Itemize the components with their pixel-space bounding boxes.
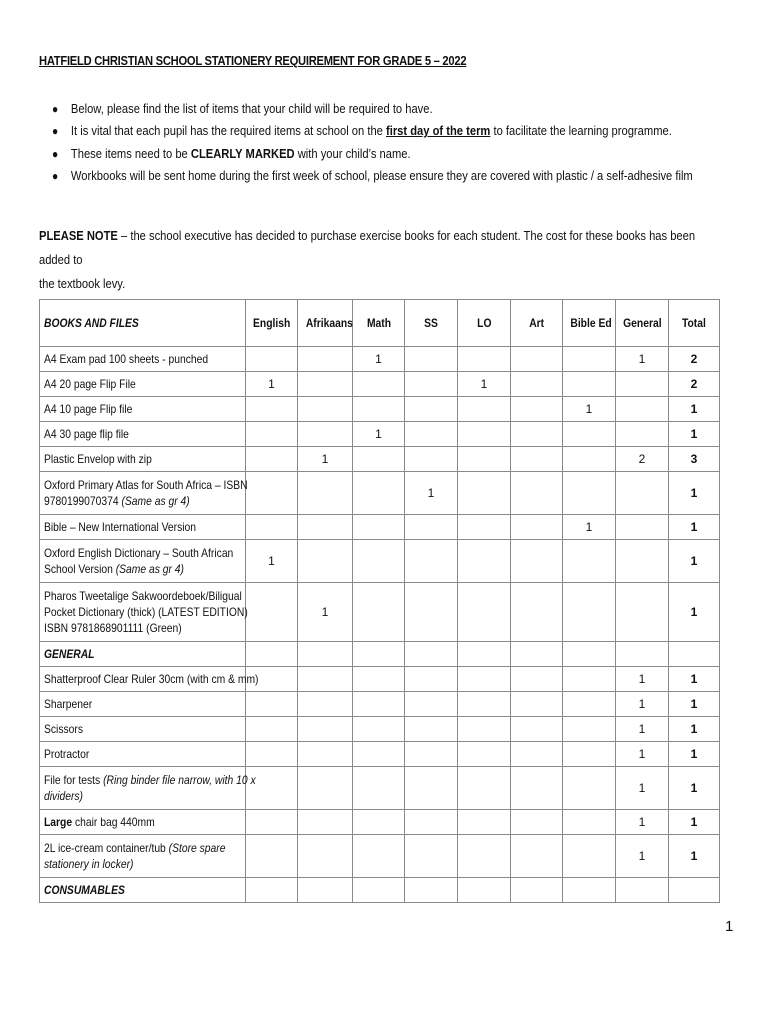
quantity-cell-lo [458,397,511,422]
item-name-cell: A4 10 page Flip file [40,397,246,422]
item-name-cell: Sharpener [40,692,246,717]
quantity-cell-bible [563,717,616,742]
total-cell: 1 [669,835,720,878]
quantity-cell-afrikaans [298,767,353,810]
quantity-cell-afrikaans [298,717,353,742]
item-name-cell: 2L ice-cream container/tub (Store spare stationery in locker) [40,835,246,878]
quantity-cell-ss [405,692,458,717]
total-cell: 1 [669,397,720,422]
quantity-cell-english [246,717,298,742]
quantity-cell-afrikaans [298,667,353,692]
quantity-cell-english [246,810,298,835]
quantity-cell-ss [405,742,458,767]
stationery-table [39,299,720,903]
quantity-cell-english [246,422,298,447]
quantity-cell-math [353,472,405,515]
table-cell [616,878,669,903]
quantity-cell-english [246,515,298,540]
quantity-cell-bible [563,583,616,642]
column-header-afrikaans: Afrikaans [298,300,353,347]
quantity-cell-lo [458,347,511,372]
item-name-cell: Shatterproof Clear Ruler 30cm (with cm & mm) [40,667,246,692]
quantity-cell-ss [405,540,458,583]
quantity-cell-english [246,692,298,717]
item-name-cell: A4 Exam pad 100 sheets - punched [40,347,246,372]
quantity-cell-bible [563,422,616,447]
section-label: GENERAL [40,642,246,667]
quantity-cell-afrikaans [298,692,353,717]
quantity-cell-general: 1 [616,717,669,742]
quantity-cell-math [353,372,405,397]
quantity-cell-general [616,515,669,540]
instruction-item: ● Workbooks will be sent home during the first week of school, please ensure they are covered with plastic / a self-adhesive film [52,165,693,187]
quantity-cell-general: 1 [616,742,669,767]
quantity-cell-bible [563,810,616,835]
quantity-cell-bible [563,447,616,472]
item-name-cell: Protractor [40,742,246,767]
quantity-cell-ss [405,667,458,692]
quantity-cell-english: 1 [246,540,298,583]
item-name-cell: A4 20 page Flip File [40,372,246,397]
table-cell [511,878,563,903]
quantity-cell-art [511,742,563,767]
table-row [40,742,720,767]
quantity-cell-bible [563,540,616,583]
table-row [40,835,720,878]
quantity-cell-art [511,810,563,835]
total-cell: 1 [669,472,720,515]
column-header-item: BOOKS AND FILES [40,300,246,347]
quantity-cell-art [511,422,563,447]
quantity-cell-ss [405,810,458,835]
item-name-cell: Bible – New International Version [40,515,246,540]
quantity-cell-bible [563,472,616,515]
quantity-cell-general: 1 [616,667,669,692]
quantity-cell-lo [458,742,511,767]
quantity-cell-ss: 1 [405,472,458,515]
quantity-cell-art [511,692,563,717]
total-cell: 1 [669,717,720,742]
quantity-cell-art [511,515,563,540]
item-name-cell: Pharos Tweetalige Sakwoordeboek/Biligual Pocket Dictionary (thick) (LATEST EDITION) ISBN 9781868901111 (Green) [40,583,246,642]
quantity-cell-math [353,717,405,742]
quantity-cell-art [511,472,563,515]
quantity-cell-english [246,347,298,372]
table-row [40,667,720,692]
total-cell: 3 [669,447,720,472]
quantity-cell-afrikaans: 1 [298,447,353,472]
table-header-row [40,300,720,347]
quantity-cell-bible [563,742,616,767]
total-cell: 1 [669,515,720,540]
column-header-art: Art [511,300,563,347]
quantity-cell-english [246,472,298,515]
table-row [40,472,720,515]
quantity-cell-math: 1 [353,347,405,372]
quantity-cell-general [616,540,669,583]
quantity-cell-general [616,472,669,515]
quantity-cell-general: 2 [616,447,669,472]
quantity-cell-afrikaans [298,835,353,878]
quantity-cell-art [511,347,563,372]
quantity-cell-math [353,692,405,717]
instruction-item: ● Below, please find the list of items that your child will be required to have. [52,98,693,120]
quantity-cell-art [511,372,563,397]
bullet-icon: ● [52,124,59,139]
total-cell: 2 [669,372,720,397]
column-header-math: Math [353,300,405,347]
quantity-cell-afrikaans [298,810,353,835]
table-row [40,540,720,583]
quantity-cell-ss [405,767,458,810]
quantity-cell-lo [458,540,511,583]
quantity-cell-english: 1 [246,372,298,397]
table-section-row [40,878,720,903]
quantity-cell-art [511,583,563,642]
quantity-cell-afrikaans [298,540,353,583]
table-cell [405,878,458,903]
table-row [40,447,720,472]
bullet-icon: ● [52,102,59,116]
total-cell: 1 [669,422,720,447]
column-header-ss: SS [405,300,458,347]
quantity-cell-lo [458,717,511,742]
quantity-cell-afrikaans: 1 [298,583,353,642]
quantity-cell-afrikaans [298,742,353,767]
table-row [40,810,720,835]
quantity-cell-english [246,742,298,767]
quantity-cell-lo [458,447,511,472]
instruction-item: ● These items need to be CLEARLY MARKED with your child’s name. [52,143,693,165]
table-cell [246,642,298,667]
table-cell [298,878,353,903]
table-row [40,372,720,397]
quantity-cell-bible [563,667,616,692]
table-cell [511,642,563,667]
item-name-cell: Scissors [40,717,246,742]
quantity-cell-english [246,397,298,422]
column-header-total: Total [669,300,720,347]
quantity-cell-lo [458,667,511,692]
table-cell [405,642,458,667]
quantity-cell-math: 1 [353,422,405,447]
item-name-cell: Large chair bag 440mm [40,810,246,835]
quantity-cell-math [353,397,405,422]
quantity-cell-afrikaans [298,422,353,447]
quantity-cell-general: 1 [616,767,669,810]
quantity-cell-bible: 1 [563,515,616,540]
quantity-cell-general: 1 [616,810,669,835]
quantity-cell-ss [405,835,458,878]
quantity-cell-art [511,835,563,878]
quantity-cell-math [353,742,405,767]
table-row [40,397,720,422]
table-row [40,717,720,742]
quantity-cell-art [511,717,563,742]
quantity-cell-lo [458,692,511,717]
item-name-cell: Plastic Envelop with zip [40,447,246,472]
quantity-cell-general [616,422,669,447]
quantity-cell-ss [405,515,458,540]
table-row [40,515,720,540]
column-header-general: General [616,300,669,347]
quantity-cell-art [511,447,563,472]
quantity-cell-lo [458,472,511,515]
quantity-cell-general: 1 [616,835,669,878]
table-row [40,422,720,447]
item-name-cell: File for tests (Ring binder file narrow, with 10 x dividers) [40,767,246,810]
document-title: HATFIELD CHRISTIAN SCHOOL STATIONERY REQUIREMENT FOR GRADE 5 – 2022 [39,53,467,68]
quantity-cell-english [246,583,298,642]
quantity-cell-math [353,835,405,878]
quantity-cell-bible [563,347,616,372]
table-section-row [40,642,720,667]
quantity-cell-lo: 1 [458,372,511,397]
quantity-cell-math [353,540,405,583]
table-cell [669,642,720,667]
table-cell [298,642,353,667]
please-note-paragraph: PLEASE NOTE – the school executive has decided to purchase exercise books for each student. The cost for these books has been added to the textbook levy. [39,228,696,291]
quantity-cell-afrikaans [298,347,353,372]
quantity-cell-afrikaans [298,372,353,397]
quantity-cell-math [353,810,405,835]
table-cell [353,878,405,903]
quantity-cell-art [511,667,563,692]
bullet-icon: ● [52,146,59,161]
quantity-cell-afrikaans [298,515,353,540]
quantity-cell-math [353,583,405,642]
quantity-cell-bible [563,692,616,717]
quantity-cell-ss [405,372,458,397]
table-cell [563,642,616,667]
quantity-cell-lo [458,422,511,447]
quantity-cell-art [511,767,563,810]
quantity-cell-math [353,515,405,540]
table-body [40,347,720,903]
quantity-cell-bible [563,372,616,397]
table-row [40,767,720,810]
table-row [40,583,720,642]
quantity-cell-ss [405,447,458,472]
column-header-english: English [246,300,298,347]
quantity-cell-math [353,767,405,810]
quantity-cell-general: 1 [616,692,669,717]
quantity-cell-ss [405,583,458,642]
quantity-cell-ss [405,717,458,742]
quantity-cell-ss [405,422,458,447]
bullet-icon: ● [52,168,59,183]
page-number: 1 [725,918,734,935]
table-cell [669,878,720,903]
total-cell: 1 [669,540,720,583]
total-cell: 1 [669,742,720,767]
total-cell: 1 [669,667,720,692]
table-cell [353,642,405,667]
instruction-item: ● It is vital that each pupil has the required items at school on the first day of the term to facilitate the learning programme. [52,120,693,142]
quantity-cell-ss [405,397,458,422]
total-cell: 1 [669,692,720,717]
quantity-cell-lo [458,835,511,878]
quantity-cell-bible [563,835,616,878]
item-name-cell: Oxford Primary Atlas for South Africa – ISBN 9780199070374 (Same as gr 4) [40,472,246,515]
quantity-cell-english [246,835,298,878]
instructions-list [52,98,770,187]
quantity-cell-afrikaans [298,397,353,422]
table-row [40,347,720,372]
total-cell: 1 [669,583,720,642]
quantity-cell-general [616,372,669,397]
table-row [40,692,720,717]
column-header-lo: LO [458,300,511,347]
quantity-cell-english [246,447,298,472]
total-cell: 1 [669,810,720,835]
quantity-cell-bible: 1 [563,397,616,422]
item-name-cell: Oxford English Dictionary – South African School Version (Same as gr 4) [40,540,246,583]
quantity-cell-afrikaans [298,472,353,515]
table-cell [246,878,298,903]
section-label: CONSUMABLES [40,878,246,903]
table-cell [458,642,511,667]
table-cell [616,642,669,667]
column-header-bible-ed: Bible Ed [563,300,616,347]
quantity-cell-general [616,397,669,422]
total-cell: 2 [669,347,720,372]
quantity-cell-math [353,447,405,472]
item-name-cell: A4 30 page flip file [40,422,246,447]
quantity-cell-art [511,397,563,422]
quantity-cell-lo [458,810,511,835]
quantity-cell-ss [405,347,458,372]
quantity-cell-general [616,583,669,642]
quantity-cell-lo [458,583,511,642]
table-cell [458,878,511,903]
quantity-cell-lo [458,515,511,540]
quantity-cell-lo [458,767,511,810]
quantity-cell-bible [563,767,616,810]
quantity-cell-math [353,667,405,692]
table-cell [563,878,616,903]
total-cell: 1 [669,767,720,810]
quantity-cell-general: 1 [616,347,669,372]
quantity-cell-art [511,540,563,583]
